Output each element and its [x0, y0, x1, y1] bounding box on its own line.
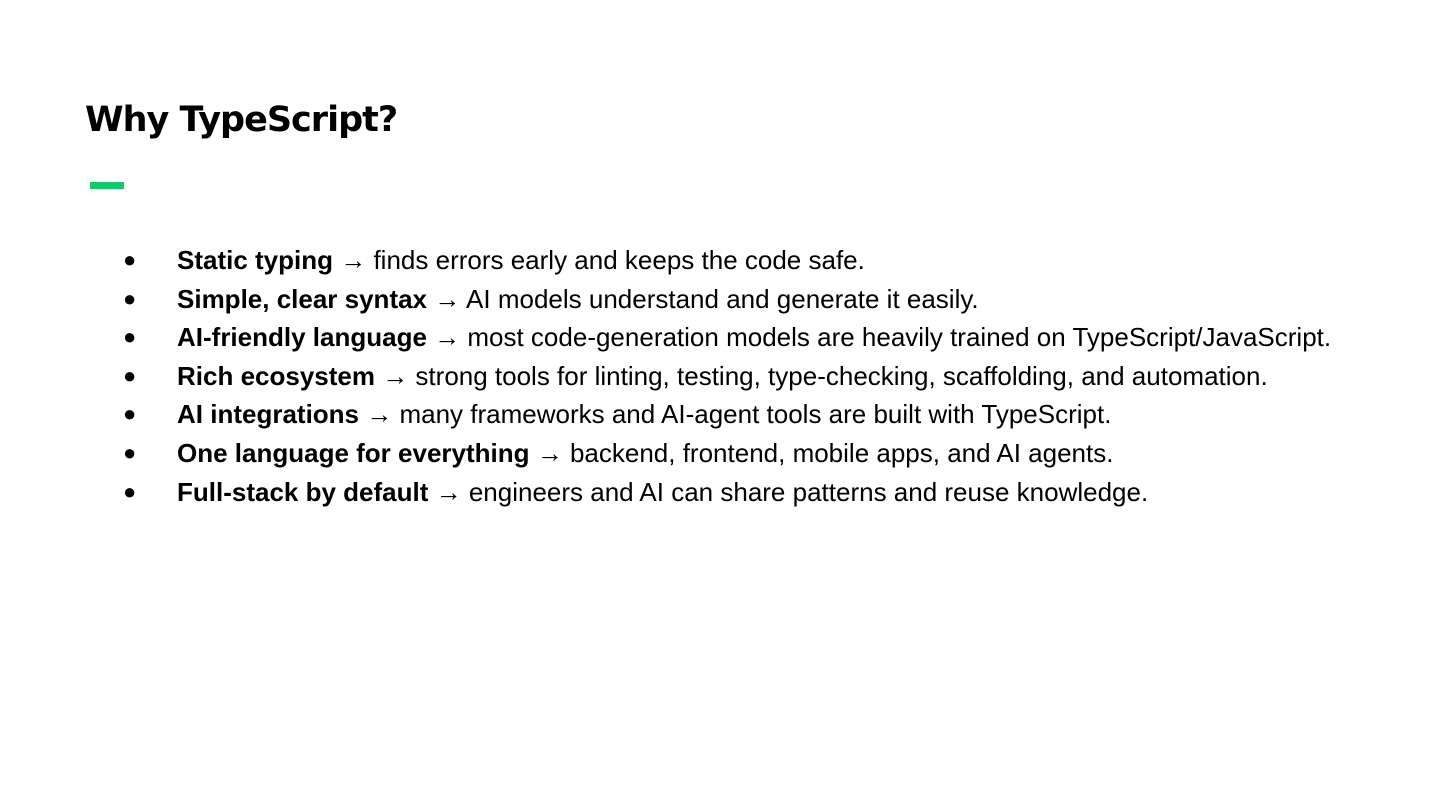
bullet-item — [123, 434, 1363, 473]
bullet-dot-icon: ● — [123, 439, 137, 465]
bullet-term: AI integrations — [177, 399, 360, 430]
bullet-dot-icon: ● — [123, 478, 137, 504]
bullet-item — [123, 241, 1363, 280]
bullet-dot-icon: ● — [123, 401, 137, 427]
bullet-term: Full-stack by default — [177, 476, 429, 507]
bullet-dot-icon: ● — [123, 362, 137, 388]
bullet-text: → most code-generation models are heavily trained on TypeScript/JavaScript. — [426, 322, 1332, 353]
bullet-term: AI-friendly language — [177, 322, 427, 353]
bullet-item — [123, 318, 1363, 357]
bullet-term: Rich ecosystem — [177, 360, 375, 391]
title-accent-bar — [90, 182, 124, 189]
bullet-item — [123, 280, 1363, 319]
bullet-text: → engineers and AI can share patterns and reuse knowledge. — [428, 476, 1149, 507]
bullet-text: → many frameworks and AI-agent tools are built with TypeScript. — [359, 399, 1112, 430]
bullet-term: Simple, clear syntax — [177, 283, 428, 314]
bullet-dot-icon: ● — [123, 247, 137, 272]
bullet-dot-icon: ● — [123, 324, 137, 350]
bullet-item — [123, 473, 1363, 512]
slide-title: Why TypeScript? — [85, 100, 398, 140]
bullet-term: One language for everything — [177, 437, 530, 468]
bullet-dot-icon: ● — [123, 285, 137, 311]
bullet-text: → backend, frontend, mobile apps, and AI agents. — [529, 437, 1114, 468]
bullet-text: → AI models understand and generate it easily. — [427, 283, 979, 314]
bullet-item — [123, 357, 1363, 396]
bullet-text: → finds errors early and keeps the code safe. — [333, 245, 865, 275]
bullet-list — [123, 241, 1363, 511]
bullet-term: Static typing — [177, 245, 334, 275]
bullet-item — [123, 395, 1363, 434]
bullet-text: → strong tools for linting, testing, type-checking, scaffolding, and automation. — [374, 360, 1268, 391]
